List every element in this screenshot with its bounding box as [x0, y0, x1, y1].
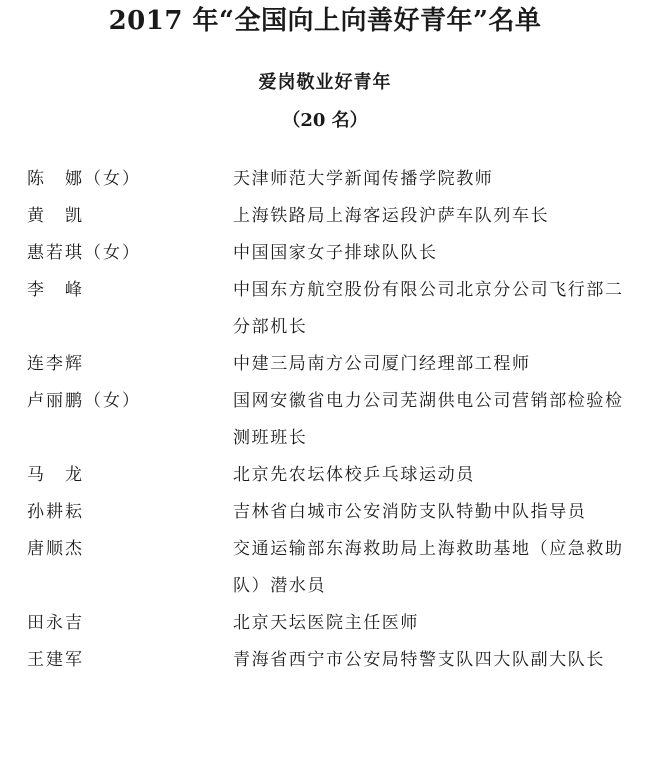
list-item [0, 198, 650, 235]
list-item [0, 235, 650, 272]
honoree-name: 唐顺杰 [27, 539, 84, 559]
honoree-position: 中国东方航空股份有限公司北京分公司飞行部二分部机长 [233, 280, 624, 337]
honoree-name: 孙耕耘 [27, 502, 84, 522]
list-item [0, 346, 650, 383]
honoree-position: 吉林省白城市公安消防支队特勤中队指导员 [233, 502, 587, 522]
honoree-name: 李 峰 [27, 280, 84, 300]
honoree-position: 北京先农坛体校乒乓球运动员 [233, 465, 475, 485]
list-item [0, 642, 650, 679]
list-item [0, 457, 650, 494]
honoree-position: 上海铁路局上海客运段沪萨车队列车长 [233, 206, 550, 226]
list-item [0, 494, 650, 531]
list-item [0, 161, 650, 198]
honoree-position: 青海省西宁市公安局特警支队四大队副大队长 [233, 650, 605, 670]
honoree-name: 马 龙 [27, 465, 84, 485]
category-count: （20 名） [282, 110, 368, 131]
list-item [0, 605, 650, 642]
list-item [0, 272, 650, 346]
honoree-position: 天津师范大学新闻传播学院教师 [233, 169, 494, 189]
honoree-position: 交通运输部东海救助局上海救助基地（应急救助队）潜水员 [233, 539, 624, 596]
honoree-name: 田永吉 [27, 613, 84, 633]
honoree-name: 黄 凯 [27, 206, 84, 226]
honoree-position: 中建三局南方公司厦门经理部工程师 [233, 354, 531, 374]
document-title: 2017 年“全国向上向善好青年”名单 [108, 6, 542, 36]
honoree-name: 王建军 [27, 650, 84, 670]
list-item [0, 383, 650, 457]
category-heading: 爱岗敬业好青年 [258, 72, 392, 93]
honoree-name: 卢丽鹏（女） [27, 391, 141, 411]
honoree-position: 中国国家女子排球队队长 [233, 243, 438, 263]
list-item [0, 531, 650, 605]
honoree-position: 北京天坛医院主任医师 [233, 613, 419, 633]
honoree-list [0, 161, 650, 679]
honoree-name: 连李辉 [27, 354, 84, 374]
honoree-position: 国网安徽省电力公司芜湖供电公司营销部检验检测班班长 [233, 391, 624, 448]
honoree-name: 陈 娜（女） [27, 169, 141, 189]
honoree-name: 惠若琪（女） [27, 243, 141, 263]
